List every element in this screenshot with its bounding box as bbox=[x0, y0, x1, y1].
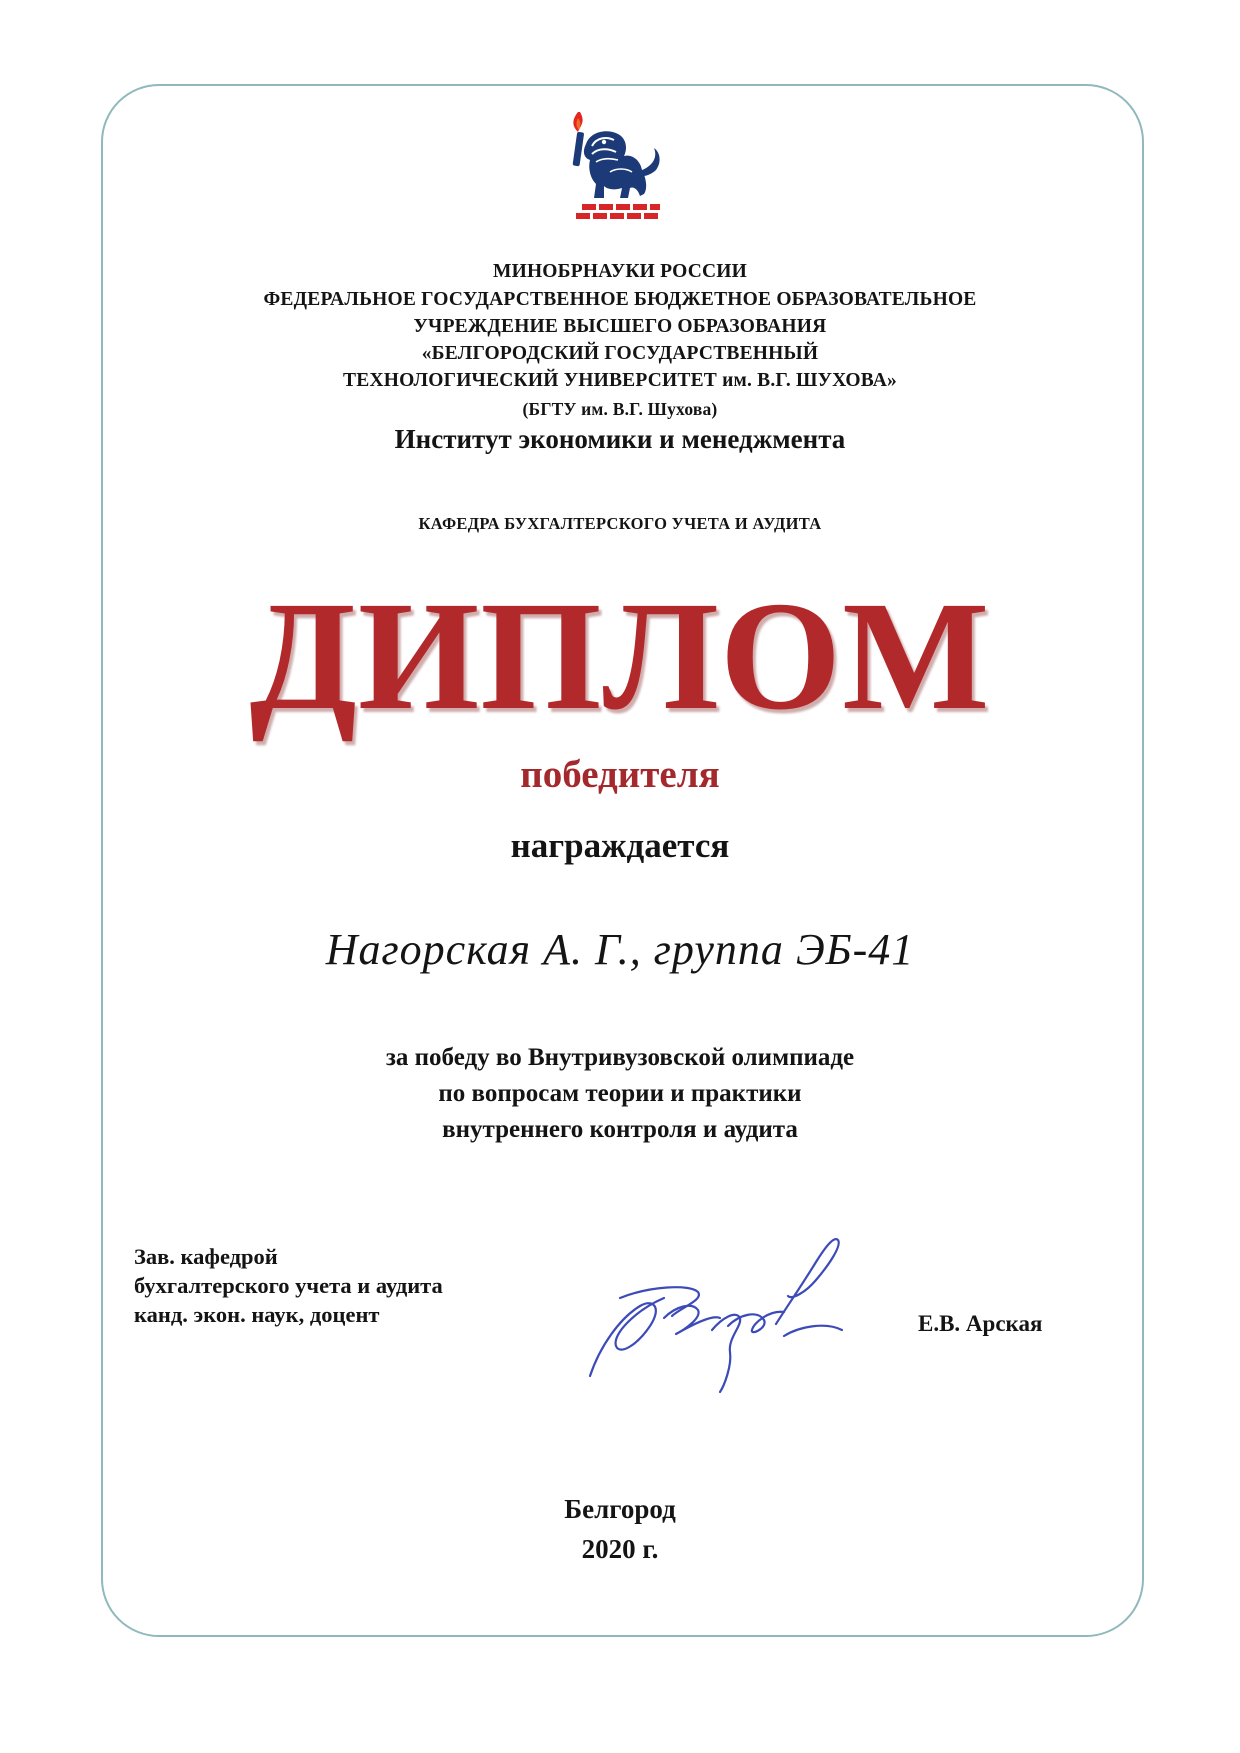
handwritten-signature bbox=[580, 1226, 890, 1398]
footer-city: Белгород bbox=[564, 1494, 676, 1524]
institute-name: Институт экономики и менеджмента bbox=[394, 424, 846, 454]
awarded-label: награждается bbox=[510, 826, 730, 865]
signer-name: Е.В. Арская bbox=[918, 1311, 1043, 1336]
recipient-name: Нагорская А. Г., группа ЭБ-41 bbox=[325, 925, 915, 974]
header-line-3: УЧРЕЖДЕНИЕ ВЫСШЕГО ОБРАЗОВАНИЯ bbox=[413, 316, 827, 337]
signer-position-line-2: бухгалтерского учета и аудита bbox=[134, 1273, 443, 1298]
header-line-5: ТЕХНОЛОГИЧЕСКИЙ УНИВЕРСИТЕТ им. В.Г. ШУХОВА» bbox=[343, 370, 897, 391]
diploma-title: ДИПЛОМ bbox=[249, 569, 991, 742]
bgtu-emblem-logo bbox=[566, 108, 670, 236]
brick-base bbox=[576, 204, 660, 219]
header-short-name: (БГТУ им. В.Г. Шухова) bbox=[522, 399, 718, 419]
footer-year: 2020 г. bbox=[581, 1534, 659, 1564]
reason-line-1: за победу во Внутривузовской олимпиаде bbox=[385, 1044, 855, 1071]
signer-position-line-3: канд. экон. наук, доцент bbox=[134, 1302, 380, 1327]
header-line-2: ФЕДЕРАЛЬНОЕ ГОСУДАРСТВЕННОЕ БЮДЖЕТНОЕ ОБРАЗОВАТЕЛЬНОЕ bbox=[263, 289, 977, 310]
signer-position-line-1: Зав. кафедрой bbox=[134, 1244, 278, 1269]
header-ministry: МИНОБРНАУКИ РОССИИ bbox=[492, 261, 748, 282]
reason-line-3: внутреннего контроля и аудита bbox=[442, 1116, 798, 1143]
lion-figure bbox=[584, 131, 646, 198]
department-name: КАФЕДРА БУХГАЛТЕРСКОГО УЧЕТА И АУДИТА bbox=[418, 514, 822, 533]
signer-position bbox=[134, 1242, 443, 1329]
diploma-subtitle: победителя bbox=[520, 753, 720, 796]
reason-line-2: по вопросам теории и практики bbox=[438, 1080, 802, 1107]
header-line-4: «БЕЛГОРОДСКИЙ ГОСУДАРСТВЕННЫЙ bbox=[421, 343, 819, 364]
